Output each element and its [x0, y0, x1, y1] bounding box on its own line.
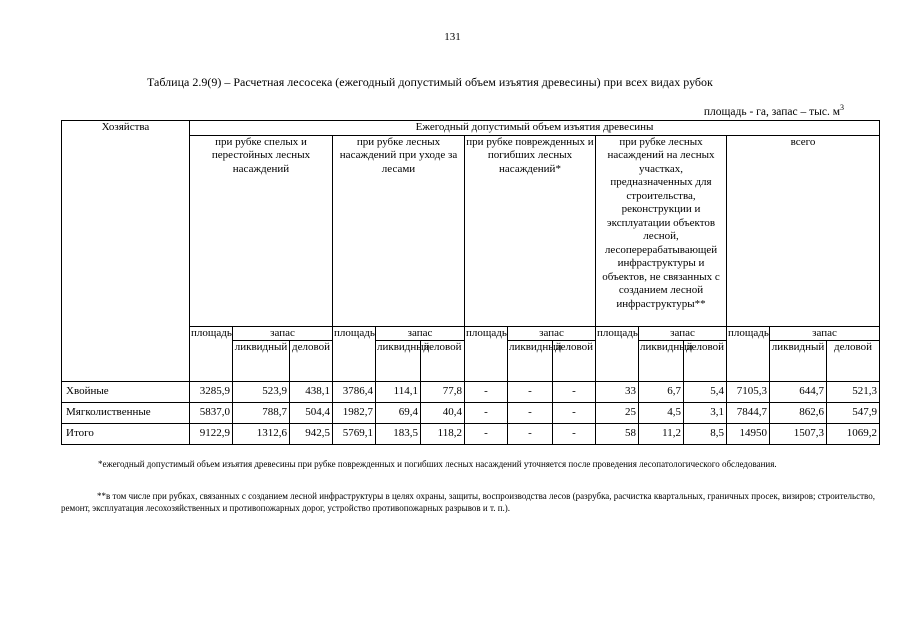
table-row	[62, 403, 880, 424]
header-damaged-cutting: при рубке поврежденных и погибших лесных насаждений*	[465, 135, 596, 326]
header-area: площадь	[333, 326, 376, 382]
table-cell: -	[465, 403, 508, 424]
header-farm: Хозяйства	[62, 121, 190, 382]
table-cell: 40,4	[421, 403, 465, 424]
footnote-infrastructure: **в том числе при рубках, связанных с созданием лесной инфраструктуры в целях охраны, защиты, воспроизводства лесов (разрубка, расчистка квартальных, граничных просек, визиров; строительство, ремонт, эксплуатация лесохозяйственных и противопожарных дорог, устройство противопожарных разрывов и т. п.).	[61, 491, 875, 513]
header-business: деловой	[827, 341, 880, 382]
header-liquid: ликвидный	[639, 341, 684, 382]
table-cell: -	[553, 424, 596, 445]
table-cell: -	[553, 403, 596, 424]
table-cell: -	[508, 382, 553, 403]
table-cell: 58	[596, 424, 639, 445]
header-stock: запас	[376, 326, 465, 341]
table-cell: 504,4	[290, 403, 333, 424]
row-label: Мягколиственные	[62, 403, 190, 424]
table-row	[62, 382, 880, 403]
header-stock: запас	[233, 326, 333, 341]
header-liquid: ликвидный	[376, 341, 421, 382]
table-cell: 5769,1	[333, 424, 376, 445]
row-label: Итого	[62, 424, 190, 445]
table-cell: 547,9	[827, 403, 880, 424]
table-cell: 1507,3	[770, 424, 827, 445]
units-note	[704, 103, 844, 118]
table-cell: 3285,9	[190, 382, 233, 403]
table-cell: 8,5	[684, 424, 727, 445]
units-superscript: 3	[840, 103, 844, 112]
table-cell: 7105,3	[727, 382, 770, 403]
units-text: площадь - га, запас – тыс. м	[703, 105, 840, 118]
table-cell: 1069,2	[827, 424, 880, 445]
header-stock: запас	[770, 326, 880, 341]
table-cell: 3786,4	[333, 382, 376, 403]
row-label: Хвойные	[62, 382, 190, 403]
table-cell: -	[465, 382, 508, 403]
header-business: деловой	[684, 341, 727, 382]
table-cell: 114,1	[376, 382, 421, 403]
table-cell: 9122,9	[190, 424, 233, 445]
header-area: площадь	[596, 326, 639, 382]
table-cell: 1312,6	[233, 424, 290, 445]
table-cell: 521,3	[827, 382, 880, 403]
table-cell: -	[508, 424, 553, 445]
table-cell: 25	[596, 403, 639, 424]
header-area: площадь	[465, 326, 508, 382]
table-cell: 11,2	[639, 424, 684, 445]
table-cell: 942,5	[290, 424, 333, 445]
table-row	[62, 424, 880, 445]
table-cell: 6,7	[639, 382, 684, 403]
header-mature-cutting: при рубке спелых и перестойных лесных насаждений	[190, 135, 333, 326]
table-cell: 183,5	[376, 424, 421, 445]
table-cell: 523,9	[233, 382, 290, 403]
header-thinning-cutting: при рубке лесных насаждений при уходе за лесами	[333, 135, 465, 326]
table-cell: 1982,7	[333, 403, 376, 424]
header-business: деловой	[421, 341, 465, 382]
header-liquid: ликвидный	[508, 341, 553, 382]
table-cell: -	[465, 424, 508, 445]
header-liquid: ликвидный	[770, 341, 827, 382]
header-area: площадь	[190, 326, 233, 382]
table-cell: 7844,7	[727, 403, 770, 424]
footnote-damaged: *ежегодный допустимый объем изъятия древесины при рубке поврежденных и погибших лесных насаждений уточняется после проведения лесопатологического обследования.	[98, 459, 777, 469]
table-cell: 4,5	[639, 403, 684, 424]
header-area: площадь	[727, 326, 770, 382]
table-cell: -	[553, 382, 596, 403]
table-cell: 77,8	[421, 382, 465, 403]
table-cell: 69,4	[376, 403, 421, 424]
header-group: Ежегодный допустимый объем изъятия древесины	[190, 121, 880, 136]
table-cell: -	[508, 403, 553, 424]
header-liquid: ликвидный	[233, 341, 290, 382]
header-stock: запас	[639, 326, 727, 341]
table-cell: 438,1	[290, 382, 333, 403]
table-body	[62, 382, 880, 445]
table-cell: 3,1	[684, 403, 727, 424]
table-cell: 862,6	[770, 403, 827, 424]
header-total: всего	[727, 135, 880, 326]
header-business: деловой	[290, 341, 333, 382]
page-number: 131	[444, 31, 461, 43]
cutting-volume-table	[61, 120, 880, 445]
header-stock: запас	[508, 326, 596, 341]
table-cell: 5837,0	[190, 403, 233, 424]
table-cell: 33	[596, 382, 639, 403]
header-business: деловой	[553, 341, 596, 382]
table-cell: 788,7	[233, 403, 290, 424]
table-cell: 14950	[727, 424, 770, 445]
table-cell: 644,7	[770, 382, 827, 403]
table-cell: 5,4	[684, 382, 727, 403]
table-cell: 118,2	[421, 424, 465, 445]
table-caption: Таблица 2.9(9) – Расчетная лесосека (ежегодный допустимый объем изъятия древесины) при всех видах рубок	[147, 75, 713, 89]
header-infrastructure-cutting: при рубке лесных насаждений на лесных участках, предназначенных для строительства, реконструкции и эксплуатации объектов лесной, лесоперерабатывающей инфраструктуры и объектов, не связанных с созданием лесной инфраструктуры**	[596, 135, 727, 326]
